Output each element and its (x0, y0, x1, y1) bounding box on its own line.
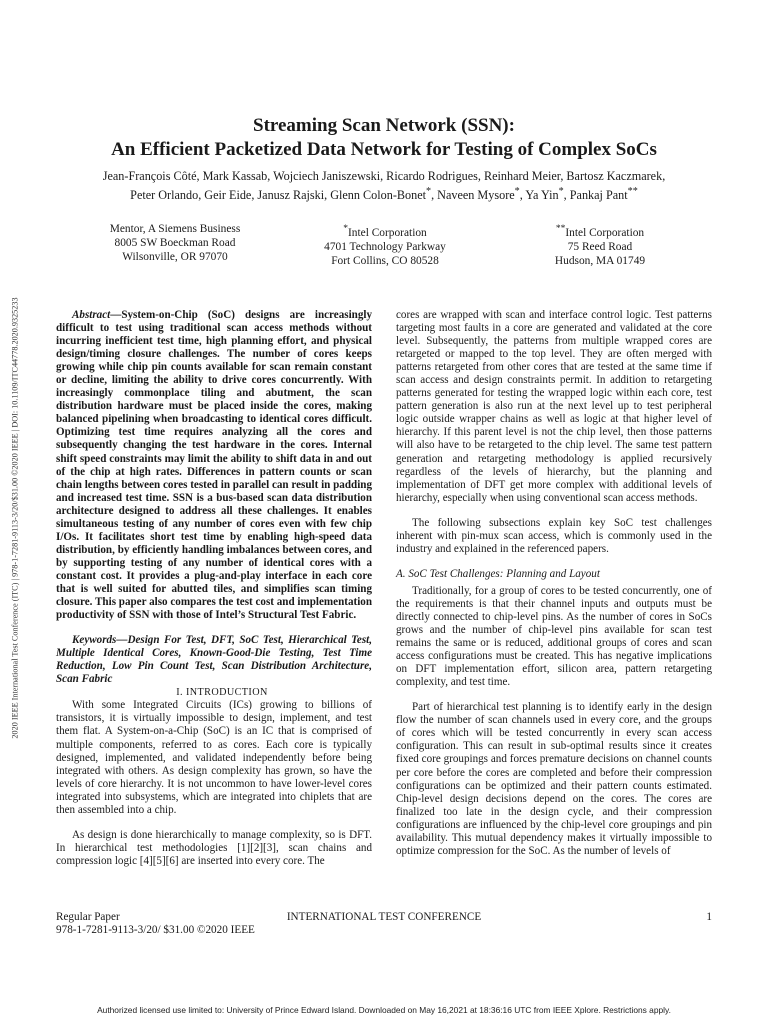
affil-mark: ** (627, 186, 638, 197)
affil-mark: * (343, 224, 348, 234)
body-paragraph-4: Part of hierarchical test planning is to identify early in the design flow the number of scan channels used in every core, and the groups of cores which will be tested concurrently in every scan access configuration. This can result in sub-optimal results since it creates fixed core groupings and forces premature decisions on channel counts per core before the cores are completed and before their compression configurations can be optimized and their pattern counts estimated. Chip-level design decisions depend on the cores. The cores are finalized too late in the design cycle, and their compression configurations are influenced by the chip-level core groupings and pin availability. This mutual dependency makes it virtually impossible to optimize compression for the SoC. As the number of levels of (396, 701, 712, 857)
author-yin: , Ya Yin (519, 188, 559, 203)
affiliation-intel-fort-collins (280, 222, 490, 268)
footer-isbn: 978-1-7281-9113-3/20/ $31.00 ©2020 IEEE (56, 924, 255, 936)
title-line-2: An Efficient Packetized Data Network for Testing of Complex SoCs (111, 139, 657, 160)
affil-line: Fort Collins, CO 80528 (331, 254, 439, 267)
intro-paragraph-1: With some Integrated Circuits (ICs) growing to billions of transistors, it is virtually impossible to design, implement, and test them flat. A System-on-a-Chip (SoC) is an IC that is comprised of multiple components, referred to as cores. Each core is typically designed, implemented, and validated independently before being integrated with others. As design complexity has grown, so have the levels of core hierarchy. It is not uncommon to have lower-level cores integrated into subsystems, which are integrated into chiplets that are then assembled into a chip. (56, 699, 372, 816)
intro-paragraph-2: As design is done hierarchically to manage complexity, so is DFT. In hierarchical test methodologies [1][2][3], scan chains and compression logic [4][5][6] are inserted into every core. The (56, 828, 372, 867)
affil-line: Mentor, A Siemens Business (109, 223, 241, 235)
author-mysore: , Naveen Mysore (431, 188, 515, 203)
authors-mentor: Peter Orlando, Geir Eide, Janusz Rajski, Glenn Colon-Bonet (130, 188, 426, 203)
authors-line-2 (60, 184, 708, 203)
affil-mark: * (558, 186, 564, 197)
paper-title (60, 114, 708, 162)
affil-line: 75 Reed Road (567, 240, 633, 253)
section-heading-introduction: I. INTRODUCTION (176, 687, 268, 699)
body-paragraph-3: Traditionally, for a group of cores to be tested concurrently, one of the requirements is that their channel inputs and outputs must be directly connected to chip-level pins. As the number of cores in SoCs grows and the number of chip-level pins available for scan test remains the same or is reduced, additional groups of cores and scan access configurations must be created. This has negative implications on DFT implementation effort, silicon area, pattern retargeting complexity, and test time. (396, 584, 712, 689)
authors-line-1: Jean-François Côté, Mark Kassab, Wojciech Janiszewski, Ricardo Rodrigues, Reinhard Meier, Bartosz Kaczmarek, (102, 169, 666, 183)
author-pant: , Pankaj Pant (563, 188, 628, 203)
affil-line: 4701 Technology Parkway (324, 240, 446, 253)
keywords: Keywords—Design For Test, DFT, SoC Test, Hierarchical Test, Multiple Identical Cores, Known-Good-Die Testing, Test Time Reduction, Low Pin Count Test, Scan Distribution Architecture, Scan Fabric (56, 634, 372, 686)
doi-sidebar (4, 258, 26, 778)
affiliation-mentor (70, 222, 280, 264)
affiliation-intel-hudson (490, 222, 710, 268)
affil-line: Wilsonville, OR 97070 (122, 251, 228, 263)
right-column (396, 309, 712, 858)
affil-mark: ** (555, 224, 566, 234)
license-notice: Authorized licensed use limited to: University of Prince Edward Island. Downloaded on May 16,2021 at 18:36:16 UTC from IEEE Xplore. Restrictions apply. (97, 1005, 671, 1015)
footer-page-number: 1 (706, 911, 712, 923)
affil-org: Intel Corporation (347, 226, 427, 239)
affil-line (280, 222, 490, 240)
footer-paper-type: Regular Paper (56, 911, 120, 923)
abstract-label: Abstract (72, 309, 111, 321)
affil-line: 8005 SW Boeckman Road (114, 237, 236, 249)
affil-mark: * (426, 186, 432, 197)
affil-org: Intel Corporation (565, 226, 645, 239)
body-paragraph-2: The following subsections explain key SoC test challenges inherent with pin-mux scan access, which is commonly used in the industry and explained in the referenced papers. (396, 516, 712, 555)
subsection-heading-a: A. SoC Test Challenges: Planning and Layout (396, 567, 600, 580)
body-paragraph-1: cores are wrapped with scan and interface control logic. Test patterns targeting most faults in a core are generated and validated at the core level. Subsequently, the patterns from multiple wrapped cores are retargeted or mapped to the top level. They are often merged with patterns retargeted from other cores that are tested at the same time if scan access and design constraints permit. In addition to retargeting patterns generated for testing the wrapped logic within each core, test pattern generation is also run at the next level up to test peripheral logic outside wrapper chains as well as logic at that higher level of hierarchy. If this parent level is not the chip level, then those patterns will also have to be retargeted to the chip level. The same test pattern generation and retargeting methodology is applied recursively regardless of the levels of hierarchy, but the planning and implementation of DFT get more complex with additional levels of hierarchy, especially when using conventional scan access methods. (396, 309, 712, 504)
affil-mark: * (514, 186, 520, 197)
affil-line: Hudson, MA 01749 (554, 254, 646, 267)
abstract-body: —System-on-Chip (SoC) designs are increasingly difficult to test using traditional scan access methods without incurring inefficient test time, high planning effort, and physical design/timing closure challenges. The number of cores keeps growing while chip pin counts available for scan remain constant or decline, limiting the ability to drive cores concurrently. With increasingly commonplace tiling and abutment, the scan distribution hardware must be placed inside the cores, making balanced pipelining when broadcasting to identical cores difficult. Optimizing test time requires analyzing all the cores and subsequently changing the test hardware in the cores. Internal shift speed constraints may limit the ability to shift data in and out of the chip at high rates. Differences in pattern counts or scan chain lengths between cores tested in parallel can result in padding and increased test time. SSN is a bus-based scan data distribution architecture designed to address all these challenges. It enables simultaneous testing of any number of cores even with few chip I/Os. It facilitates short test time by enabling high-speed data distribution, by efficiently handling imbalances between cores, and by supporting testing of any number of identical cores with a constant cost. It provides a plug-and-play interface in each core that is well suited for abutted tiles, and simplifies scan timing closure. This paper also compares the test cost and implementation productivity of SSN with those of Intel’s Structural Test Fabric. (56, 309, 372, 622)
author-list (60, 168, 708, 203)
affil-line (490, 222, 710, 240)
title-line-1: Streaming Scan Network (SSN): (253, 115, 515, 136)
abstract (56, 309, 372, 622)
left-column (56, 309, 372, 868)
footer-conference: INTERNATIONAL TEST CONFERENCE (286, 911, 482, 923)
sidebar-citation: 2020 IEEE International Test Conference (ITC) | 978-1-7281-9113-3/20/$31.00 ©2020 IEEE | DOI: 10.1109/ITC44778.2020.9325233 (10, 297, 20, 739)
